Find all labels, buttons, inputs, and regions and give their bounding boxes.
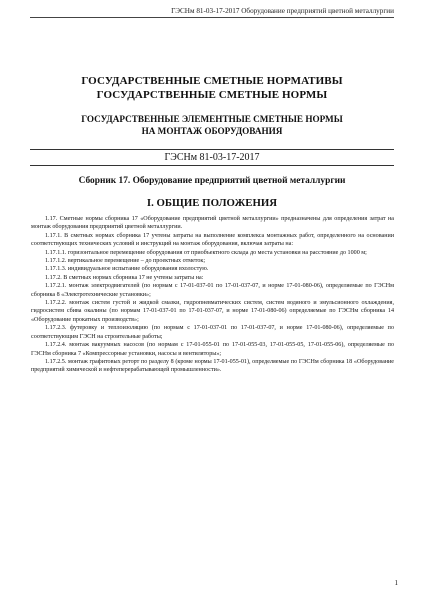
subtitle-line-2: НА МОНТАЖ ОБОРУДОВАНИЯ: [141, 125, 283, 136]
page-number: 1: [394, 579, 398, 587]
paragraph: 1.17.2.4. монтаж вакуумных насосов (по нормам с 17-01-055-01 по 17-01-055-03, 17-01-055-05, 17-01-055-06), определяемые по ГЭСНм сборника 7 «Компрессорные установки, насосы и вентиляторы»;: [31, 342, 394, 357]
title-line-2: ГОСУДАРСТВЕННЫЕ СМЕТНЫЕ НОРМЫ: [96, 89, 328, 101]
paragraph: 1.17.2.3. футеровку и теплоизоляцию (по нормам с 17-01-037-01 по 17-01-037-07, и норме 17-01-080-06), определяемые по соответствующим ГЭСН на строительные работы;: [31, 325, 394, 340]
body-text: [31, 215, 394, 375]
document-code: ГЭСНм 81-03-17-2017: [30, 149, 394, 166]
paragraph: 1.17.2.2. монтаж систем густой и жидкой смазки, гидропневматических систем, систем водяного и эмульсионного охлаждения, гидросистем сбива окалины (по нормам 17-01-037-01 по 17-01-037-07, и норме 17-01-080-06) определяемые по ГЭСНм сборника 14 «Оборудование прокатных производств»;: [31, 300, 394, 323]
paragraph: 1.17. Сметные нормы сборника 17 «Оборудование предприятий цветной металлургии» предназначены для определения затрат на монтаж оборудования предприятий цветной металлургии.: [31, 216, 394, 231]
paragraph: 1.17.1. В сметных нормах сборника 17 учтены затраты на выполнение комплекса монтажных работ, определенного на основании соответствующих технических условий и инструкций на монтаж оборудования, включая затраты на:: [31, 232, 394, 248]
paragraph: 1.17.2.5. монтаж графитовых реторт по разделу 8 (кроме нормы 17-01-055-01), определяемые по ГЭСНм сборника 18 «Оборудование предприятий химической и нефтеперерабатывающей промышленности».: [31, 358, 394, 374]
document-title: [40, 74, 384, 102]
title-line-1: ГОСУДАРСТВЕННЫЕ СМЕТНЫЕ НОРМАТИВЫ: [81, 75, 343, 87]
paragraph: 1.17.1.3. индивидуальное испытание оборудования вхолостую.: [45, 266, 209, 273]
document-subtitle: [40, 114, 384, 137]
running-header: ГЭСНм 81-03-17-2017 Оборудование предприятий цветной металлургии: [30, 7, 394, 18]
paragraph: 1.17.1.1. горизонтальное перемещение оборудования от приобъектного склада до места установки на расстояние до 1000 м;: [45, 249, 367, 256]
collection-title: Сборник 17. Оборудование предприятий цветной металлургии: [78, 176, 346, 186]
paragraph: 1.17.2.1. монтаж электродвигателей (по нормам с 17-01-037-01 по 17-01-037-07, и норме 17-01-080-06), определяемые по ГЭСНм сборника 8 «Электротехнические установки»;: [31, 283, 394, 298]
subtitle-line-1: ГОСУДАРСТВЕННЫЕ ЭЛЕМЕНТНЫЕ СМЕТНЫЕ НОРМЫ: [81, 114, 343, 124]
paragraph: 1.17.1.2. вертикальное перемещение – до проектных отметок;: [45, 258, 206, 265]
paragraph: 1.17.2. В сметных нормах сборника 17 не учтены затраты на:: [45, 274, 204, 281]
section-title: I. ОБЩИЕ ПОЛОЖЕНИЯ: [146, 197, 278, 209]
